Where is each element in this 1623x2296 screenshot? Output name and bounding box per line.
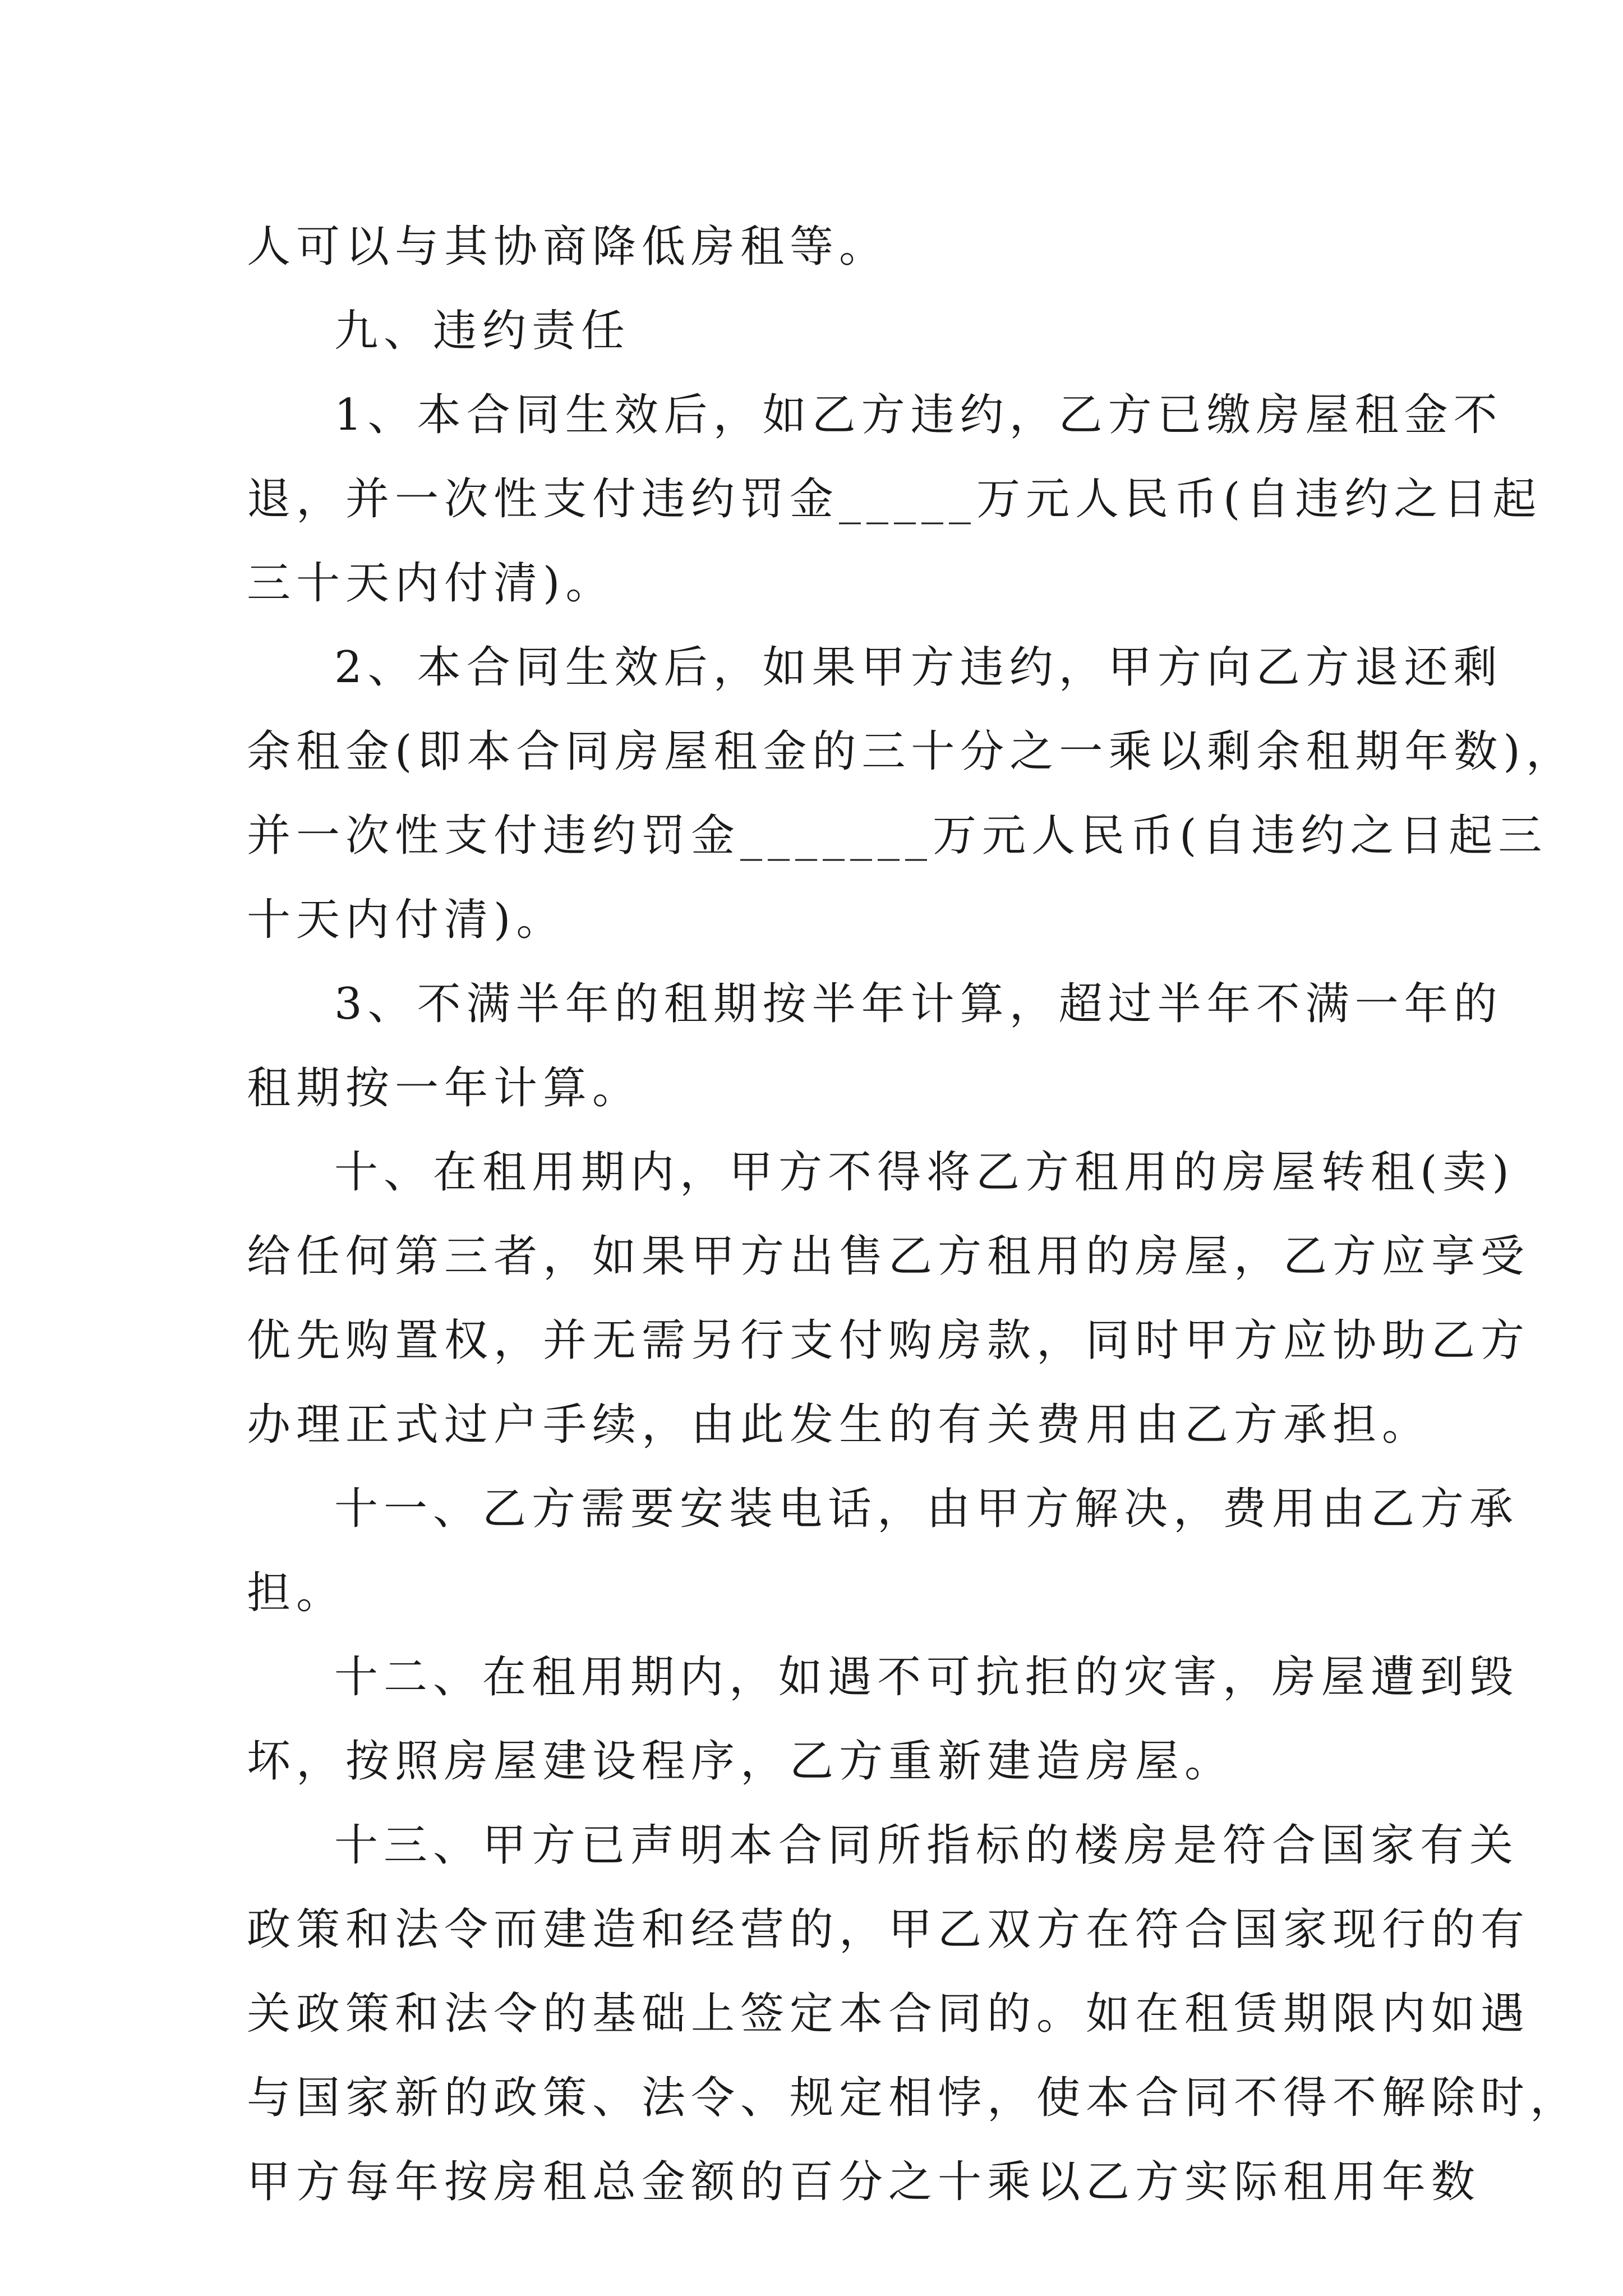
text-line: 余租金(即本合同房屋租金的三十分之一乘以剩余租期年数)， bbox=[247, 726, 1575, 777]
text-line: 人可以与其协商降低房租等。 bbox=[247, 222, 889, 272]
text-line: 并一次性支付违约罚金_______万元人民币(自违约之日起三 bbox=[247, 811, 1548, 861]
text-line: 十、在租用期内，甲方不得将乙方租用的房屋转租(卖) bbox=[334, 1147, 1515, 1198]
text-line: 坏，按照房屋建设程序，乙方重新建造房屋。 bbox=[247, 1736, 1234, 1787]
text-line: 十三、甲方已声明本合同所指标的楼房是符合国家有关 bbox=[334, 1820, 1519, 1871]
text-line: 九、违约责任 bbox=[334, 306, 631, 356]
text-line: 与国家新的政策、法令、规定相悖，使本合同不得不解除时， bbox=[247, 2073, 1580, 2123]
text-line: 1、本合同生效后，如乙方违约，乙方已缴房屋租金不 bbox=[334, 390, 1503, 440]
text-line: 十一、乙方需要安装电话，由甲方解决，费用由乙方承 bbox=[334, 1484, 1519, 1534]
text-line: 租期按一年计算。 bbox=[247, 1063, 642, 1114]
text-line: 三十天内付清)。 bbox=[247, 558, 615, 609]
text-line: 甲方每年按房租总金额的百分之十乘以乙方实际租用年数 bbox=[247, 2157, 1481, 2207]
text-line: 3、不满半年的租期按半年计算，超过半年不满一年的 bbox=[334, 979, 1503, 1029]
text-line: 关政策和法令的基础上签定本合同的。如在租赁期限内如遇 bbox=[247, 1989, 1530, 2039]
text-line: 十天内付清)。 bbox=[247, 895, 566, 945]
text-line: 退，并一次性支付违约罚金_____万元人民币(自违约之日起 bbox=[247, 474, 1542, 524]
text-line: 2、本合同生效后，如果甲方违约，甲方向乙方退还剩 bbox=[334, 642, 1503, 693]
text-line: 政策和法令而建造和经营的，甲乙双方在符合国家现行的有 bbox=[247, 1904, 1530, 1955]
document-body bbox=[247, 205, 1580, 2224]
text-line: 给任何第三者，如果甲方出售乙方租用的房屋，乙方应享受 bbox=[247, 1231, 1530, 1282]
text-line: 担。 bbox=[247, 1568, 346, 1618]
text-line: 十二、在租用期内，如遇不可抗拒的灾害，房屋遭到毁 bbox=[334, 1652, 1519, 1703]
text-line: 办理正式过户手续，由此发生的有关费用由乙方承担。 bbox=[247, 1400, 1432, 1450]
text-line: 优先购置权，并无需另行支付购房款，同时甲方应协助乙方 bbox=[247, 1315, 1530, 1366]
